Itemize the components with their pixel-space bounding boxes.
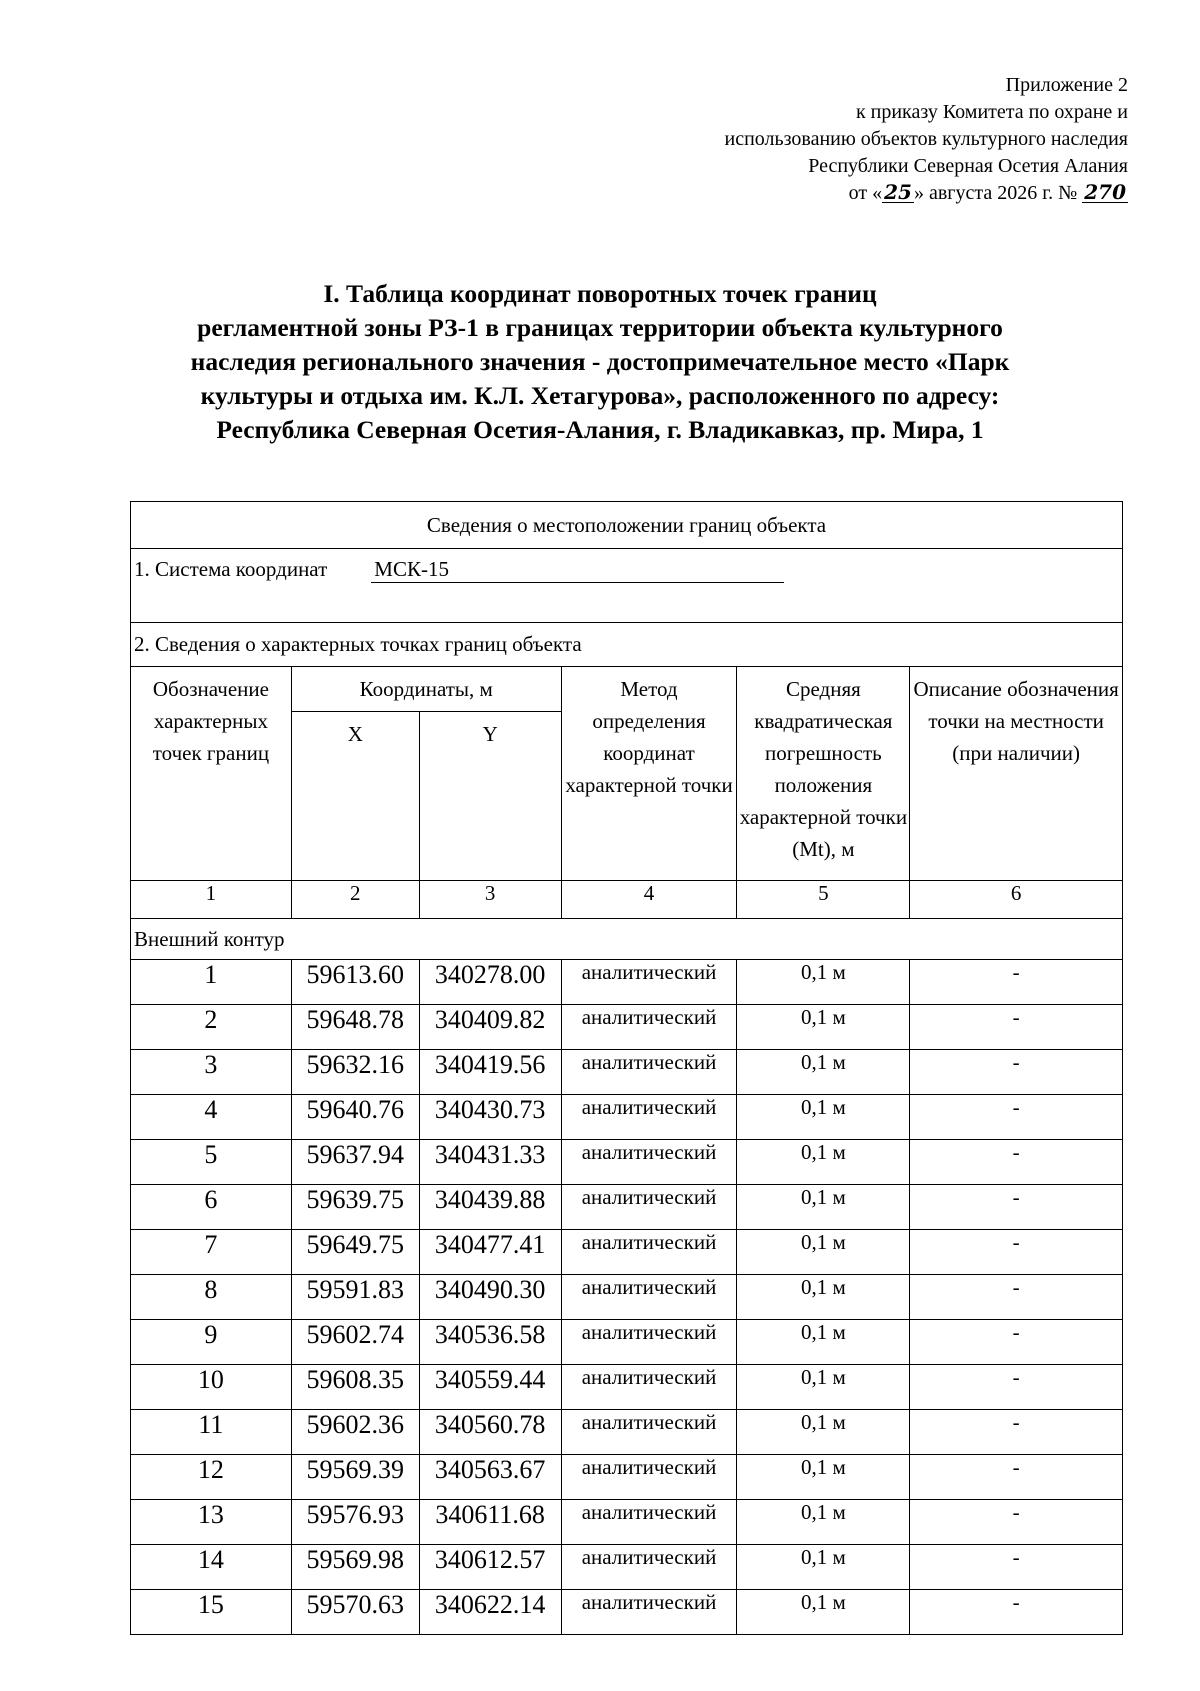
coordinate-y: 340612.57 — [419, 1545, 561, 1590]
coordinate-y: 340563.67 — [419, 1455, 561, 1500]
determination-method: аналитический — [561, 960, 737, 1005]
point-number: 13 — [131, 1500, 292, 1545]
mean-square-error: 0,1 м — [737, 1455, 910, 1500]
point-description: - — [910, 1275, 1123, 1320]
point-number: 7 — [131, 1230, 292, 1275]
determination-method: аналитический — [561, 1455, 737, 1500]
title-line-3: наследия регионального значения - достопримечательное место «Парк — [190, 347, 1010, 376]
determination-method: аналитический — [561, 1320, 737, 1365]
coordinate-y: 340431.33 — [419, 1140, 561, 1185]
coordinate-y: 340559.44 — [419, 1365, 561, 1410]
column-number: 5 — [737, 881, 910, 919]
determination-method: аналитический — [561, 1230, 737, 1275]
coordinate-y: 340536.58 — [419, 1320, 561, 1365]
determination-method: аналитический — [561, 1140, 737, 1185]
table-row — [131, 1230, 1123, 1275]
table-row — [131, 1005, 1123, 1050]
order-date-line — [568, 180, 1128, 207]
column-numbers-row — [131, 881, 1123, 919]
column-number: 1 — [131, 881, 292, 919]
point-number: 3 — [131, 1050, 292, 1095]
point-number: 9 — [131, 1320, 292, 1365]
table-row — [131, 1320, 1123, 1365]
coordinate-x: 59608.35 — [291, 1365, 419, 1410]
appendix-header — [568, 72, 1128, 207]
mean-square-error: 0,1 м — [737, 1365, 910, 1410]
title-line-4: культуры и отдыха им. К.Л. Хетагурова», расположенного по адресу: — [200, 381, 1000, 410]
determination-method: аналитический — [561, 1590, 737, 1635]
point-description: - — [910, 1050, 1123, 1095]
mean-square-error: 0,1 м — [737, 1320, 910, 1365]
coordinate-system-cell — [131, 549, 1123, 623]
point-number: 12 — [131, 1455, 292, 1500]
coordinate-y: 340278.00 — [419, 960, 561, 1005]
coordinate-y: 340490.30 — [419, 1275, 561, 1320]
determination-method: аналитический — [561, 1365, 737, 1410]
coordinate-y: 340419.56 — [419, 1050, 561, 1095]
table-row — [131, 960, 1123, 1005]
coordinates-table — [130, 501, 1123, 1635]
point-number: 15 — [131, 1590, 292, 1635]
header-y: Y — [419, 712, 561, 881]
table-row — [131, 1140, 1123, 1185]
point-description: - — [910, 1005, 1123, 1050]
point-description: - — [910, 1230, 1123, 1275]
determination-method: аналитический — [561, 1005, 737, 1050]
document-title — [120, 277, 1080, 447]
table-row — [131, 1590, 1123, 1635]
point-number: 1 — [131, 960, 292, 1005]
point-description: - — [910, 960, 1123, 1005]
coordinate-x: 59570.63 — [291, 1590, 419, 1635]
mean-square-error: 0,1 м — [737, 1185, 910, 1230]
republic-name-line: Республики Северная Осетия Алания — [808, 155, 1128, 177]
coordinate-x: 59637.94 — [291, 1140, 419, 1185]
coordinate-x: 59591.83 — [291, 1275, 419, 1320]
mean-square-error: 0,1 м — [737, 1230, 910, 1275]
mean-square-error: 0,1 м — [737, 1275, 910, 1320]
mean-square-error: 0,1 м — [737, 1095, 910, 1140]
determination-method: аналитический — [561, 1545, 737, 1590]
mean-square-error: 0,1 м — [737, 1500, 910, 1545]
point-description: - — [910, 1410, 1123, 1455]
table-row — [131, 1455, 1123, 1500]
point-description: - — [910, 1185, 1123, 1230]
header-mean-square-error: Средняя квадратическая погрешность положения характерной точки (Mt), м — [737, 667, 910, 881]
handwritten-day: 25 — [884, 180, 912, 204]
column-number: 4 — [561, 881, 737, 919]
point-description: - — [910, 1095, 1123, 1140]
coordinate-x: 59640.76 — [291, 1095, 419, 1140]
header-x: X — [291, 712, 419, 881]
determination-method: аналитический — [561, 1275, 737, 1320]
column-number: 6 — [910, 881, 1123, 919]
table-row — [131, 1545, 1123, 1590]
header-point-designation: Обозначение характерных точек границ — [131, 667, 292, 881]
column-number: 2 — [291, 881, 419, 919]
mean-square-error: 0,1 м — [737, 1410, 910, 1455]
determination-method: аналитический — [561, 1185, 737, 1230]
coordinate-y: 340611.68 — [419, 1500, 561, 1545]
coordinate-x: 59569.39 — [291, 1455, 419, 1500]
header-coordinates: Координаты, м — [291, 667, 561, 712]
point-number: 8 — [131, 1275, 292, 1320]
title-line-5: Республика Северная Осетия-Алания, г. Владикавказ, пр. Мира, 1 — [216, 415, 984, 444]
coordinate-y: 340430.73 — [419, 1095, 561, 1140]
determination-method: аналитический — [561, 1500, 737, 1545]
date-prefix: от « — [848, 182, 883, 204]
point-number: 14 — [131, 1545, 292, 1590]
point-number: 4 — [131, 1095, 292, 1140]
point-description: - — [910, 1590, 1123, 1635]
coordinate-y: 340477.41 — [419, 1230, 561, 1275]
mean-square-error: 0,1 м — [737, 1050, 910, 1095]
section-title: Сведения о местоположении границ объекта — [131, 502, 1123, 549]
coordinate-x: 59648.78 — [291, 1005, 419, 1050]
table-row — [131, 1500, 1123, 1545]
coordinate-x: 59602.36 — [291, 1410, 419, 1455]
mean-square-error: 0,1 м — [737, 1590, 910, 1635]
handwritten-order-number: 270 — [1084, 180, 1126, 204]
mean-square-error: 0,1 м — [737, 960, 910, 1005]
determination-method: аналитический — [561, 1095, 737, 1140]
mean-square-error: 0,1 м — [737, 1545, 910, 1590]
coordinate-x: 59649.75 — [291, 1230, 419, 1275]
point-number: 2 — [131, 1005, 292, 1050]
header-description: Описание обозначения точки на местности (при наличии) — [910, 667, 1123, 881]
coordinate-x: 59602.74 — [291, 1320, 419, 1365]
column-number: 3 — [419, 881, 561, 919]
table-row — [131, 1095, 1123, 1140]
point-description: - — [910, 1455, 1123, 1500]
point-description: - — [910, 1500, 1123, 1545]
point-number: 11 — [131, 1410, 292, 1455]
point-description: - — [910, 1320, 1123, 1365]
point-description: - — [910, 1545, 1123, 1590]
coordinate-x: 59632.16 — [291, 1050, 419, 1095]
committee-name-line: использованию объектов культурного наследия — [724, 128, 1128, 150]
coordinate-system-label: 1. Система координат — [134, 557, 328, 581]
date-middle: » августа 2026 г. № — [913, 182, 1078, 204]
table-row — [131, 1050, 1123, 1095]
table-row — [131, 1365, 1123, 1410]
mean-square-error: 0,1 м — [737, 1005, 910, 1050]
table-row — [131, 1410, 1123, 1455]
points-section-title: 2. Сведения о характерных точках границ объекта — [131, 623, 1123, 667]
point-number: 10 — [131, 1365, 292, 1410]
title-line-2: регламентной зоны РЗ-1 в границах территории объекта культурного — [197, 313, 1003, 342]
determination-method: аналитический — [561, 1410, 737, 1455]
coordinate-x: 59613.60 — [291, 960, 419, 1005]
table-row — [131, 1275, 1123, 1320]
title-line-1: I. Таблица координат поворотных точек границ — [323, 279, 877, 308]
coordinate-x: 59639.75 — [291, 1185, 419, 1230]
mean-square-error: 0,1 м — [737, 1140, 910, 1185]
coordinate-y: 340622.14 — [419, 1590, 561, 1635]
point-number: 5 — [131, 1140, 292, 1185]
coordinate-system-value: МСК-15 — [371, 557, 784, 583]
coordinate-y: 340409.82 — [419, 1005, 561, 1050]
coordinate-y: 340560.78 — [419, 1410, 561, 1455]
table-row — [131, 1185, 1123, 1230]
point-description: - — [910, 1365, 1123, 1410]
coordinate-x: 59576.93 — [291, 1500, 419, 1545]
determination-method: аналитический — [561, 1050, 737, 1095]
point-number: 6 — [131, 1185, 292, 1230]
coordinate-y: 340439.88 — [419, 1185, 561, 1230]
order-reference-line: к приказу Комитета по охране и — [855, 101, 1128, 123]
coordinate-x: 59569.98 — [291, 1545, 419, 1590]
point-description: - — [910, 1140, 1123, 1185]
appendix-number: Приложение 2 — [1005, 74, 1128, 96]
outer-contour-label: Внешний контур — [131, 919, 1123, 960]
header-method: Метод определения координат характерной точки — [561, 667, 737, 881]
